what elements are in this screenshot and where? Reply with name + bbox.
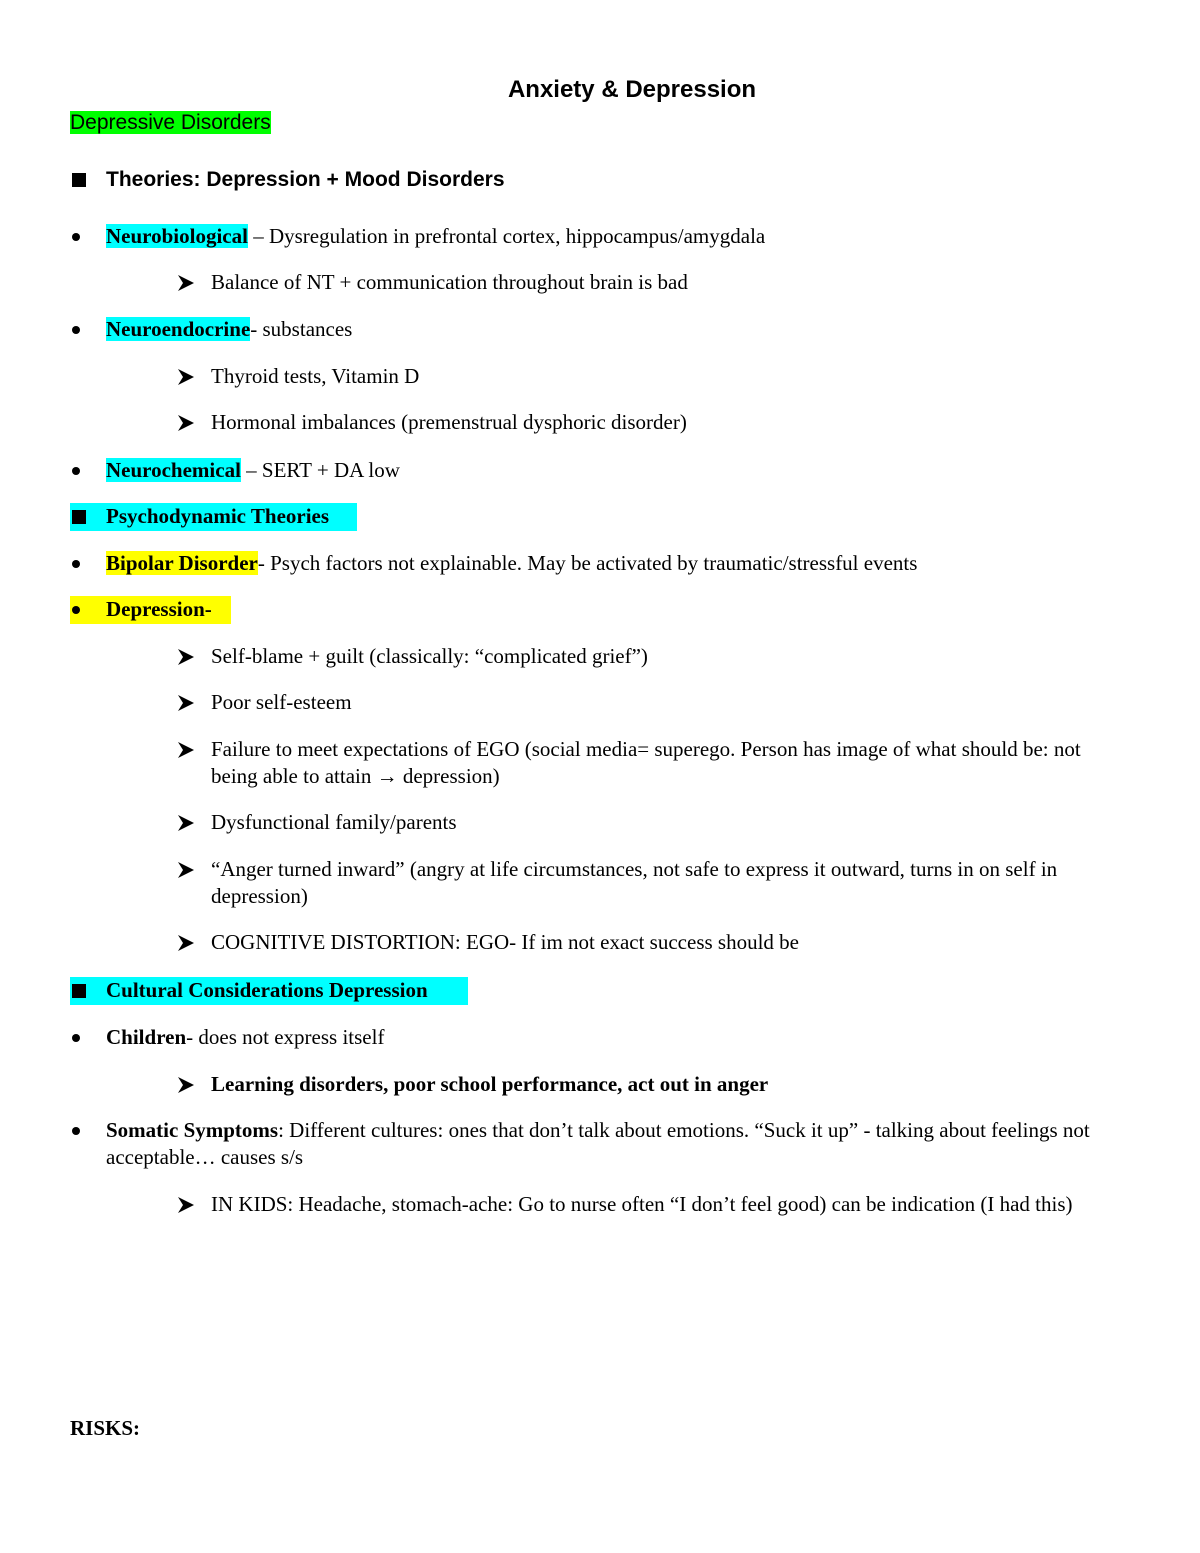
section-heading: Depressive Disorders: [70, 111, 271, 134]
bipolar-text: - Psych factors not explainable. May be activated by traumatic/stressful events: [257, 551, 918, 575]
term-neurobiological: Neurobiological: [106, 224, 248, 248]
square-bullet-icon: [72, 173, 86, 187]
round-bullet-icon: [72, 560, 80, 568]
neuroendocrine-text: - substances: [250, 317, 353, 341]
term-children: Children: [106, 1025, 187, 1049]
cultural-heading: Cultural Considerations Depression: [106, 978, 428, 1002]
sub-item: Balance of NT + communication throughout brain is bad: [211, 270, 688, 294]
list-item-somatic: [106, 1117, 1106, 1171]
round-bullet-icon: [72, 233, 80, 241]
term-bipolar: Bipolar Disorder: [106, 551, 258, 575]
arrow-bullet-icon: [177, 274, 195, 292]
round-bullet-icon: [72, 1127, 80, 1135]
arrow-bullet-icon: [177, 368, 195, 386]
sub-item: Hormonal imbalances (premenstrual dysphoric disorder): [211, 410, 687, 434]
round-bullet-icon: [72, 467, 80, 475]
list-item-neuroendocrine: [106, 316, 352, 343]
sub-item: Self-blame + guilt (classically: “complicated grief”): [211, 644, 648, 668]
round-bullet-icon: [72, 606, 80, 614]
arrow-bullet-icon: [177, 741, 195, 759]
arrow-bullet-icon: [177, 934, 195, 952]
term-neurochemical: Neurochemical: [106, 458, 241, 482]
sub-item: Dysfunctional family/parents: [211, 810, 457, 834]
arrow-bullet-icon: [177, 814, 195, 832]
neurochemical-text: – SERT + DA low: [240, 458, 400, 482]
round-bullet-icon: [72, 1034, 80, 1042]
arrow-bullet-icon: [177, 414, 195, 432]
sub-item: IN KIDS: Headache, stomach-ache: Go to nurse often “I don’t feel good) can be indication (I had this): [211, 1192, 1073, 1216]
document-title: Anxiety & Depression: [507, 76, 757, 103]
arrow-bullet-icon: [177, 694, 195, 712]
list-item-bipolar: [106, 550, 917, 577]
list-item-neurochemical: [106, 457, 400, 484]
square-bullet-icon: [72, 510, 86, 524]
arrow-bullet-icon: [177, 861, 195, 879]
psychodynamic-heading: Psychodynamic Theories: [106, 504, 330, 528]
sub-item: Learning disorders, poor school performance, act out in anger: [211, 1072, 769, 1096]
round-bullet-icon: [72, 326, 80, 334]
children-text: - does not express itself: [186, 1025, 385, 1049]
arrow-bullet-icon: [177, 648, 195, 666]
neurobiological-text: – Dysregulation in prefrontal cortex, hippocampus/amygdala: [247, 224, 766, 248]
term-neuroendocrine: Neuroendocrine: [106, 317, 251, 341]
arrow-bullet-icon: [177, 1196, 195, 1214]
sub-item: Poor self-esteem: [211, 690, 352, 714]
sub-item: Thyroid tests, Vitamin D: [211, 364, 420, 388]
arrow-bullet-icon: [177, 1076, 195, 1094]
term-somatic: Somatic Symptoms: [106, 1118, 279, 1142]
somatic-text: : Different cultures: ones that don’t talk about emotions. “Suck it up” - talking about feelings not acceptable… causes s/s: [106, 1118, 1090, 1169]
list-item-children: [106, 1024, 384, 1051]
sub-item: COGNITIVE DISTORTION: EGO- If im not exact success should be: [211, 930, 799, 954]
theories-heading: Theories: Depression + Mood Disorders: [106, 168, 505, 191]
square-bullet-icon: [72, 984, 86, 998]
sub-item: Failure to meet expectations of EGO (social media= superego. Person has image of what should be: not being able to attain → depression): [211, 737, 1081, 788]
term-depression: Depression-: [106, 597, 212, 621]
risks-label: RISKS:: [70, 1416, 141, 1440]
sub-item: “Anger turned inward” (angry at life circumstances, not safe to express it outward, turns in on self in depression): [211, 857, 1058, 908]
list-item-neurobiological: [106, 223, 765, 250]
